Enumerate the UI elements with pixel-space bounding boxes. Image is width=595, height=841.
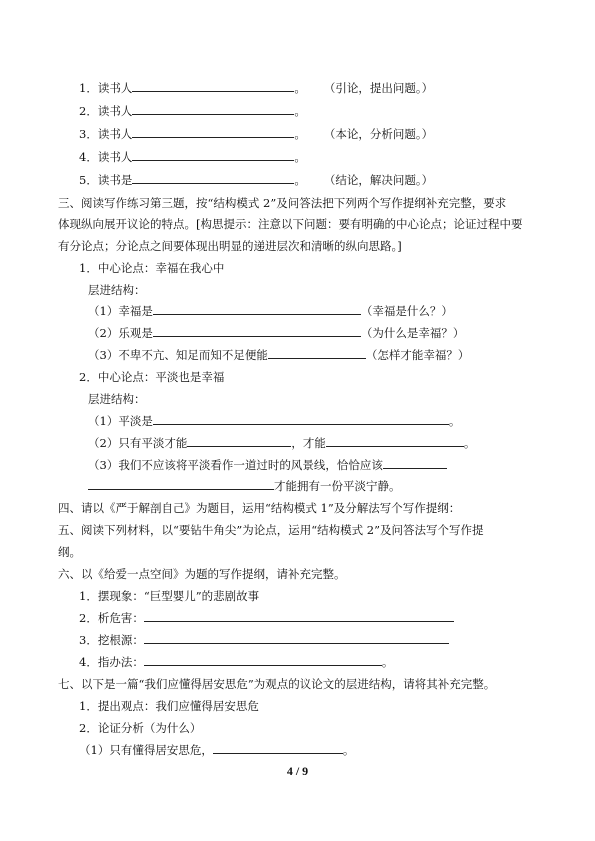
sub-point-punct: 。: [463, 436, 476, 450]
sub-point-text: （2）乐观是: [88, 326, 153, 340]
item-punct: 。: [294, 173, 306, 187]
section-3-line-2: 体现纵向展开议论的特点。[构思提示：注意以下问题：要有明确的中心论点；论证过程中要: [58, 217, 523, 231]
item-number: 5．: [79, 173, 98, 187]
sub-point-text: ，才能: [291, 436, 326, 450]
sub-point-text: （1）幸福是: [88, 304, 153, 318]
item-text: 读书人: [97, 127, 133, 141]
answer-blank[interactable]: [132, 150, 294, 161]
item-text: 读书人: [97, 104, 133, 118]
item-number: 2．: [79, 104, 98, 118]
answer-blank[interactable]: [268, 348, 366, 359]
answer-blank[interactable]: [153, 414, 449, 425]
item-text: 4．指办法：: [79, 655, 144, 669]
section-5-line-1: 五、阅读下列材料，以“要钻牛角尖”为论点，运用“结构模式 2”及问答法写个写作提: [58, 523, 484, 537]
answer-blank[interactable]: [144, 655, 382, 666]
answer-blank[interactable]: [326, 436, 464, 447]
answer-blank[interactable]: [132, 173, 294, 184]
answer-blank[interactable]: [153, 304, 361, 315]
answer-blank[interactable]: [144, 633, 449, 644]
item-number: 4．: [79, 150, 98, 164]
item-note: （结论，解决问题。）: [323, 173, 434, 187]
section-3-line-3: 有分论点；分论点之间要体现出明显的递进层次和清晰的纵向思路。]: [58, 239, 402, 253]
section-6-title: 六、以《给爱一点空间》为题的写作提纲，请补充完整。: [58, 567, 346, 581]
item-4: [79, 150, 306, 164]
sub-point-2-2: [88, 436, 475, 450]
sub-point-2-1: [88, 414, 460, 428]
sub-point-punct: 。: [448, 414, 461, 428]
section-5-line-2: 纲。: [58, 545, 81, 559]
section-7-item-2: 2．论证分析（为什么）: [79, 721, 202, 735]
central-argument-1: 1．中心论点：幸福在我心中: [79, 261, 225, 275]
item-text: 读书人: [97, 81, 133, 95]
item-punct: 。: [294, 104, 306, 118]
answer-blank[interactable]: [132, 81, 294, 92]
section-7-title: 七、以下是一篇“我们应懂得居安思危”为观点的议论文的层进结构，请将其补充完整。: [58, 677, 496, 691]
item-punct: 。: [342, 743, 355, 757]
page-number: 4 / 9: [286, 764, 309, 778]
item-punct: 。: [381, 655, 394, 669]
section-4: 四、请以《严于解剖自己》为题目，运用“结构模式 1”及分解法写个写作提纲：: [58, 501, 461, 515]
sub-point-note: （怎样才能幸福？）: [365, 348, 470, 362]
sub-point-note: （为什么是幸福？）: [360, 326, 465, 340]
section-7-item-1: 1．提出观点：我们应懂得居安思危: [79, 699, 259, 713]
item-text: 读书人: [97, 150, 133, 164]
sub-point-1-1: [88, 304, 453, 318]
structure-label-1: 层进结构：: [88, 283, 146, 297]
item-1: [79, 81, 433, 95]
item-number: 3．: [79, 127, 98, 141]
section-6-item-2: [79, 611, 454, 625]
sub-point-text: （2）只有平淡才能: [88, 436, 188, 450]
sub-point-2-3-cont: [88, 479, 401, 493]
sub-point-text: （3）我们不应该将平淡看作一道过时的风景线，恰恰应该: [88, 458, 383, 472]
item-punct: 。: [294, 127, 306, 141]
structure-label-2: 层进结构：: [88, 392, 146, 406]
section-6-item-3: [79, 633, 449, 647]
answer-blank[interactable]: [383, 458, 447, 469]
item-number: 1．: [79, 81, 98, 95]
item-text: （1）只有懂得居安思危，: [79, 743, 213, 757]
section-6-item-4: [79, 655, 393, 669]
sub-point-text: （3）不卑不亢、知足而知不足便能: [88, 348, 268, 362]
item-text: 读书是: [97, 173, 133, 187]
sub-point-note: （幸福是什么？）: [360, 304, 453, 318]
section-3-line-1: 三、阅读写作练习第三题，按“结构模式 2”及问答法把下列两个写作提纲补充完整，要求: [58, 196, 507, 210]
sub-point-2-3: [88, 458, 447, 472]
answer-blank[interactable]: [132, 104, 294, 115]
answer-blank[interactable]: [187, 436, 291, 447]
item-punct: 。: [294, 150, 306, 164]
item-note: （引论，提出问题。）: [323, 81, 434, 95]
sub-point-text: 才能拥有一份平淡宁静。: [274, 479, 401, 493]
section-7-item-3: [79, 743, 354, 757]
item-5: [79, 173, 433, 187]
answer-blank[interactable]: [144, 611, 454, 622]
answer-blank[interactable]: [88, 479, 274, 490]
item-note: （本论，分析问题。）: [323, 127, 434, 141]
item-punct: 。: [294, 81, 306, 95]
answer-blank[interactable]: [153, 326, 361, 337]
sub-point-1-3: [88, 348, 469, 362]
answer-blank[interactable]: [213, 743, 343, 754]
section-6-item-1: 1．摆现象：“巨型婴儿”的悲剧故事: [79, 589, 260, 603]
sub-point-text: （1）平淡是: [88, 414, 153, 428]
item-text: 3．挖根源：: [79, 633, 144, 647]
item-text: 2．析危害：: [79, 611, 144, 625]
answer-blank[interactable]: [132, 127, 294, 138]
sub-point-1-2: [88, 326, 464, 340]
item-2: [79, 104, 306, 118]
item-3: [79, 127, 433, 141]
central-argument-2: 2．中心论点：平淡也是幸福: [79, 370, 225, 384]
